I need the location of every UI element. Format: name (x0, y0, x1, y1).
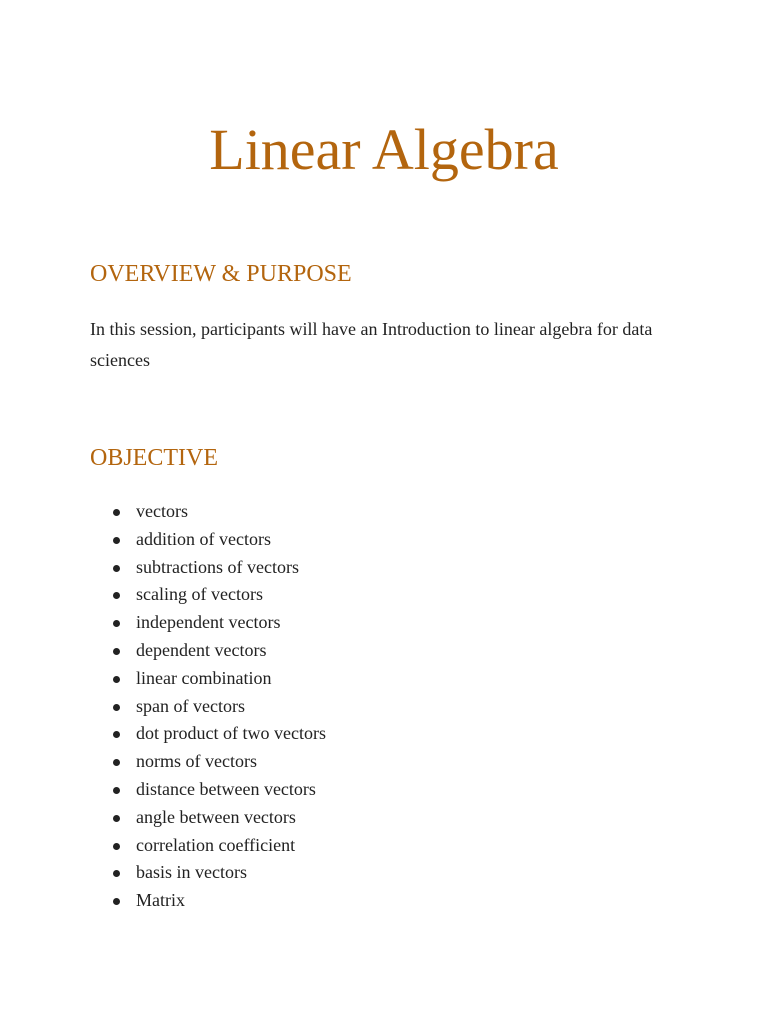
bullet-icon (113, 620, 120, 627)
bullet-icon (113, 759, 120, 766)
list-item-text: basis in vectors (136, 862, 247, 883)
bullet-icon (113, 815, 120, 822)
list-item-text: Matrix (136, 890, 185, 911)
list-item-text: distance between vectors (136, 778, 316, 799)
list-item (90, 804, 326, 832)
list-item-text: addition of vectors (136, 528, 271, 549)
list-item-text: scaling of vectors (136, 584, 263, 605)
list-item (90, 748, 326, 776)
list-item-text: subtractions of vectors (136, 556, 299, 577)
document-title: Linear Algebra (209, 117, 559, 182)
bullet-icon (113, 704, 120, 711)
bullet-icon (113, 898, 120, 905)
bullet-icon (113, 787, 120, 794)
list-item (90, 887, 326, 915)
list-item (90, 665, 326, 693)
list-item-text: linear combination (136, 667, 272, 688)
bullet-icon (113, 843, 120, 850)
bullet-icon (113, 565, 120, 572)
list-item (90, 526, 326, 554)
list-item (90, 609, 326, 637)
list-item (90, 554, 326, 582)
list-item (90, 859, 326, 887)
bullet-icon (113, 731, 120, 738)
list-item-text: vectors (136, 501, 188, 521)
bullet-icon (113, 509, 120, 516)
list-item-text: dot product of two vectors (136, 723, 326, 744)
list-item-text: independent vectors (136, 612, 281, 633)
bullet-icon (113, 648, 120, 655)
list-item-text: correlation coefficient (136, 834, 296, 855)
list-item (90, 693, 326, 721)
list-item (90, 637, 326, 665)
overview-text: In this session, participants will have an Introduction to linear algebra for data sciences (90, 319, 653, 370)
bullet-icon (113, 870, 120, 877)
list-item-text: angle between vectors (136, 806, 296, 827)
list-item (90, 498, 326, 526)
list-item (90, 776, 326, 804)
bullet-icon (113, 537, 120, 544)
list-item-text: span of vectors (136, 695, 245, 716)
objective-heading: OBJECTIVE (90, 445, 218, 471)
list-item (90, 832, 326, 860)
list-item (90, 720, 326, 748)
list-item (90, 581, 326, 609)
list-item-text: norms of vectors (136, 751, 257, 772)
bullet-icon (113, 592, 120, 599)
overview-heading: OVERVIEW & PURPOSE (90, 261, 352, 287)
objective-list (90, 498, 326, 915)
bullet-icon (113, 676, 120, 683)
list-item-text: dependent vectors (136, 639, 267, 660)
